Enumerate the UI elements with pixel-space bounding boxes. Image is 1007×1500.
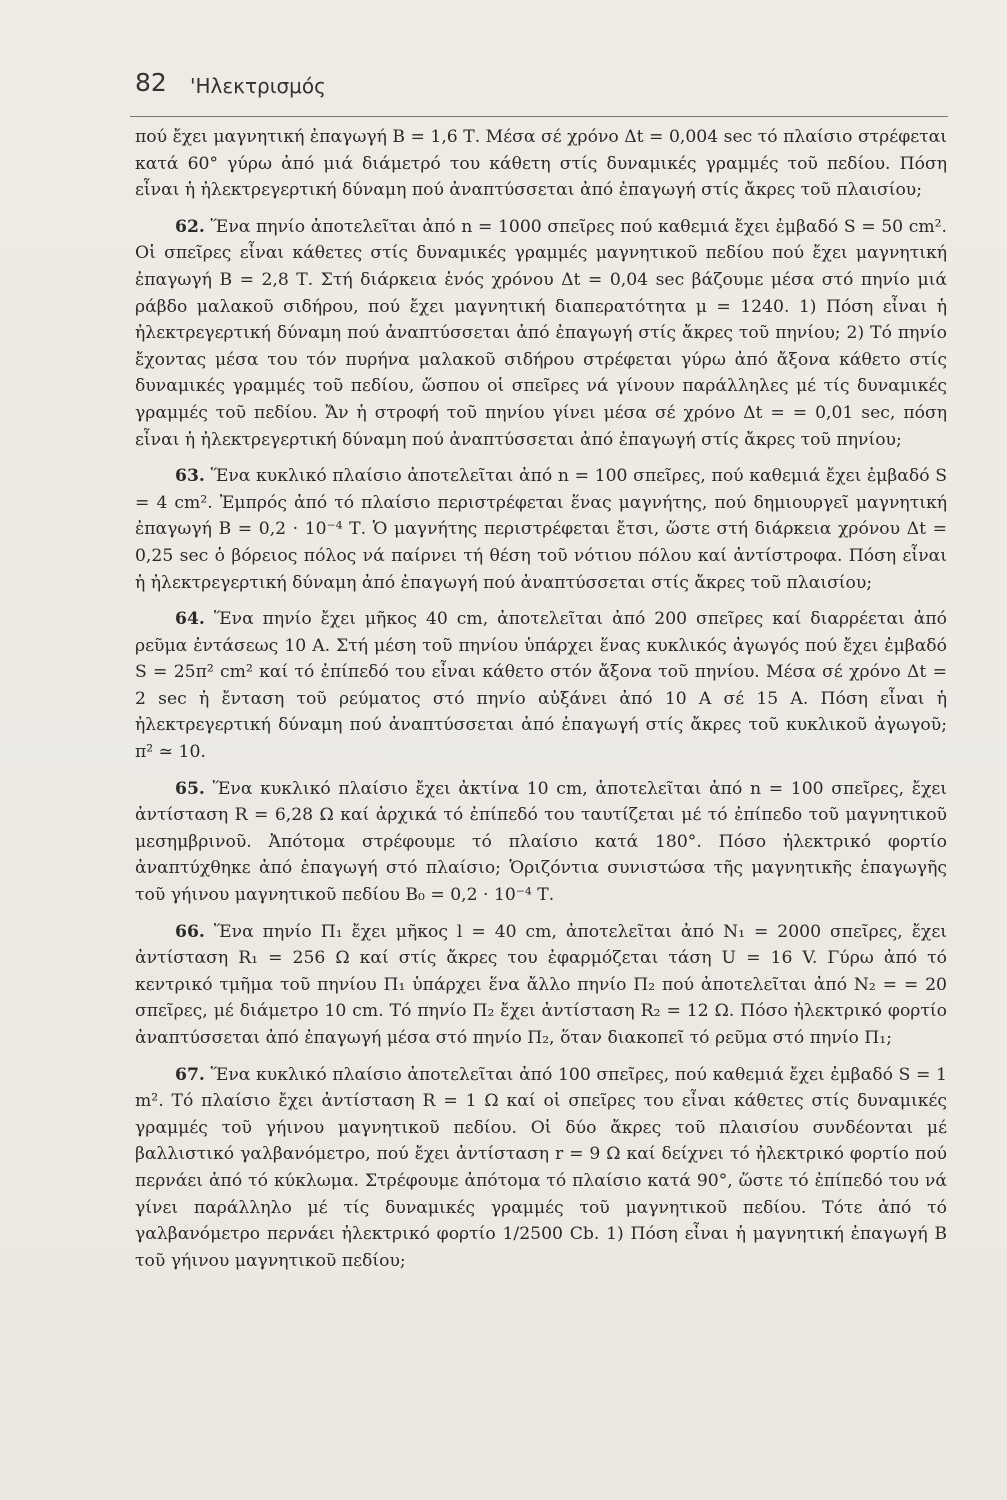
problem-65 [135, 776, 947, 909]
problem-text: Ἕνα πηνίο ἀποτελεῖται ἀπό n = 1000 σπεῖρες πού καθεμιά ἔχει ἐμβαδό S = 50 cm². Οἱ σπεῖρες εἶναι κάθετες στίς δυναμικές γραμμές μαγνητικοῦ πεδίου πού ἔχει μαγνητική ἐπαγωγή Β = 2,8 Τ. Στή διάρκεια ἑνός χρόνου Δt = 0,04 sec βάζουμε μέσα στό πηνίο μιά ράβδο μαλακοῦ σιδήρου, πού ἔχει μαγνητική διαπερατότητα μ = 1240. 1) Πόση εἶναι ἡ ἠλεκτρεγερτική δύναμη πού ἀναπτύσσεται ἀπό ἐπαγωγή στίς ἄκρες τοῦ πηνίου; 2) Τό πηνίο ἔχοντας μέσα του τόν πυρήνα μαλακοῦ σιδήρου στρέφεται γύρω ἀπό ἄξονα κάθετο στίς δυναμικές γραμμές τοῦ πεδίου, ὥσπου οἱ σπεῖρες νά γίνουν παράλληλες μέ τίς δυναμικές γραμμές τοῦ πεδίου. Ἄν ἡ στροφή τοῦ πηνίου γίνει μέσα σέ χρόνο Δt = = 0,01 sec, πόση εἶναι ἡ ἠλεκτρεγερτική δύναμη πού ἀναπτύσσεται ἀπό ἐπαγωγή στίς ἄκρες τοῦ πηνίου; [135, 216, 948, 450]
page-number: 82 [135, 68, 167, 97]
problem-number: 67. [175, 1064, 205, 1085]
problem-number: 65. [175, 778, 205, 799]
problem-text: Ἕνα κυκλικό πλαίσιο ἔχει ἀκτίνα 10 cm, ἀποτελεῖται ἀπό n = 100 σπεῖρες, ἔχει ἀντίσταση R = 6,28 Ω καί ἀρχικά τό ἐπίπεδό του ταυτίζεται μέ τό ἐπίπεδο τοῦ μαγνητικοῦ μεσημβρινοῦ. Ἀπότομα στρέφουμε τό πλαίσιο κατά 180°. Πόσο ἠλεκτρικό φορτίο ἀναπτύχθηκε ἀπό ἐπαγωγή στό πλαίσιο; Ὁριζόντια συνιστώσα τῆς μαγνητικῆς ἐπαγωγῆς τοῦ γήινου μαγνητικοῦ πεδίου B₀ = 0,2 · 10⁻⁴ Τ. [135, 778, 948, 906]
header-rule [130, 116, 948, 117]
problem-64 [135, 606, 947, 766]
problem-number: 62. [175, 216, 205, 237]
page-header [135, 64, 947, 108]
problem-66 [135, 919, 947, 1052]
problem-number: 64. [175, 609, 205, 630]
paragraph-continuation [135, 124, 947, 204]
problem-63 [135, 463, 947, 596]
paragraph-text: πού ἔχει μαγνητική ἐπαγωγή Β = 1,6 Τ. Μέσα σέ χρόνο Δt = 0,004 sec τό πλαίσιο στρέφεται κατά 60° γύρω ἀπό μιά διάμετρό του κάθετη στίς δυναμικές γραμμές τοῦ πεδίου. Πόση εἶναι ἡ ἠλεκτρεγερτική δύναμη πού ἀναπτύσσεται ἀπό ἐπαγωγή στίς ἄκρες τοῦ πλαισίου; [135, 127, 947, 201]
body-text [135, 124, 947, 1274]
problem-number: 63. [175, 466, 205, 487]
problem-number: 66. [175, 921, 205, 942]
problem-text: Ἕνα κυκλικό πλαίσιο ἀποτελεῖται ἀπό n = 100 σπεῖρες, πού καθεμιά ἔχει ἐμβαδό S = 4 cm². Ἐμπρός ἀπό τό πλαίσιο περιστρέφεται ἕνας μαγνήτης, πού δημιουργεῖ μαγνητική ἐπαγωγή Β = 0,2 · 10⁻⁴ Τ. Ὁ μαγνήτης περιστρέφεται ἔτσι, ὥστε στή διάρκεια χρόνου Δt = 0,25 sec ὁ βόρειος πόλος νά παίρνει τή θέση τοῦ νότιου πόλου καί ἀντίστροφα. Πόση εἶναι ἡ ἠλεκτρεγερτική δύναμη ἀπό ἐπαγωγή πού ἀναπτύσσεται στίς ἄκρες τοῦ πλαισίου; [135, 466, 948, 593]
problem-text: Ἕνα κυκλικό πλαίσιο ἀποτελεῖται ἀπό 100 σπεῖρες, πού καθεμιά ἔχει ἐμβαδό S = 1 m². Τό πλαίσιο ἔχει ἀντίσταση R = 1 Ω καί οἱ σπεῖρες του εἶναι κάθετες στίς δυναμικές γραμμές τοῦ γήινου μαγνητικοῦ πεδίου. Οἱ δύο ἄκρες τοῦ πλαισίου συνδέονται μέ βαλλιστικό γαλβανόμετρο, πού ἔχει ἀντίσταση r = 9 Ω καί δείχνει τό ἠλεκτρικό φορτίο πού περνάει ἀπό τό κύκλωμα. Στρέφουμε ἀπότομα τό πλαίσιο κατά 90°, ὥστε τό ἐπίπεδό του νά γίνει παράλληλο μέ τίς δυναμικές γραμμές τοῦ μαγνητικοῦ πεδίου. Τότε ἀπό τό γαλβανόμετρο περνάει ἠλεκτρικό φορτίο 1/2500 Cb. 1) Πόση εἶναι ἡ μαγνητική ἐπαγωγή Β τοῦ γήινου μαγνητικοῦ πεδίου; [135, 1064, 947, 1271]
problem-text: Ἕνα πηνίο Π₁ ἔχει μῆκος l = 40 cm, ἀποτελεῖται ἀπό N₁ = 2000 σπεῖρες, ἔχει ἀντίσταση R₁ = 256 Ω καί στίς ἄκρες του ἐφαρμόζεται τάση U = 16 V. Γύρω ἀπό τό κεντρικό τμῆμα τοῦ πηνίου Π₁ ὑπάρχει ἕνα ἄλλο πηνίο Π₂ πού ἀποτελεῖται ἀπό N₂ = = 20 σπεῖρες, μέ διάμετρο 10 cm. Τό πηνίο Π₂ ἔχει ἀντίσταση R₂ = 12 Ω. Πόσο ἠλεκτρικό φορτίο ἀναπτύσσεται ἀπό ἐπαγωγή μέσα στό πηνίο Π₂, ὅταν διακοπεῖ τό ρεῦμα στό πηνίο Π₁; [135, 921, 947, 1048]
problem-62 [135, 214, 947, 453]
problem-67 [135, 1062, 947, 1275]
running-title: 'Ηλεκτρισμός [190, 74, 326, 98]
problem-text: Ἕνα πηνίο ἔχει μῆκος 40 cm, ἀποτελεῖται ἀπό 200 σπεῖρες καί διαρρέεται ἀπό ρεῦμα ἐντάσεως 10 Α. Στή μέση τοῦ πηνίου ὑπάρχει ἕνας κυκλικός ἀγωγός πού ἔχει ἐμβαδό S = 25π² cm² καί τό ἐπίπεδό του εἶναι κάθετο στόν ἄξονα τοῦ πηνίου. Μέσα σέ χρόνο Δt = 2 sec ἡ ἔνταση τοῦ ρεύματος στό πηνίο αὐξάνει ἀπό 10 Α σέ 15 Α. Πόση εἶναι ἡ ἠλεκτρεγερτική δύναμη πού ἀναπτύσσεται ἀπό ἐπαγωγή στίς ἄκρες τοῦ κυκλικοῦ ἀγωγοῦ; π² ≃ 10. [135, 609, 947, 763]
